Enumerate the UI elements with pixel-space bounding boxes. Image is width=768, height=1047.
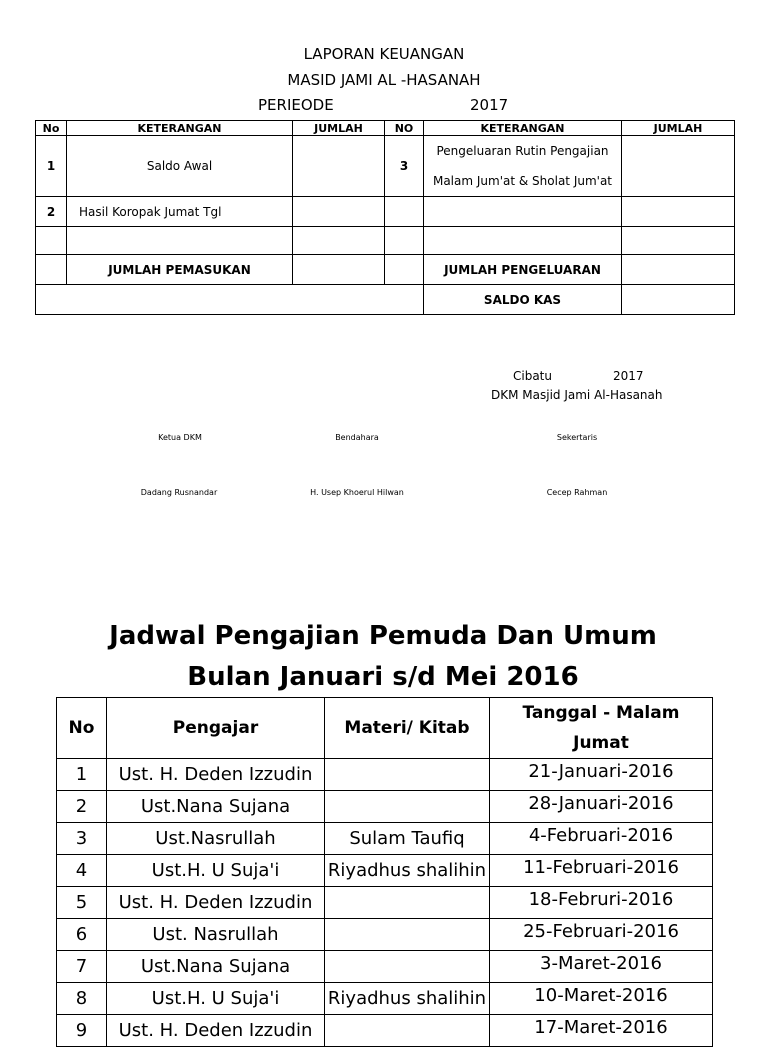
row-no — [385, 197, 424, 227]
row-no: 3 — [385, 136, 424, 197]
row-materi — [325, 951, 490, 983]
total-income-value — [293, 255, 385, 285]
signature-year: 2017 — [613, 369, 644, 383]
schedule-row — [57, 823, 713, 855]
name-ketua: Dadang Rusnandar — [140, 488, 218, 497]
schedule-row — [57, 887, 713, 919]
row-no — [36, 255, 67, 285]
row-no: 6 — [57, 919, 107, 951]
row-keterangan-line1: Pengeluaran Rutin Pengajian — [436, 144, 609, 158]
row-tanggal: 25-Februari-2016 — [490, 919, 713, 951]
schedule-row — [57, 791, 713, 823]
row-keterangan — [424, 136, 622, 197]
total-income-label: JUMLAH PEMASUKAN — [67, 255, 293, 285]
header-no-left: No — [36, 121, 67, 136]
row-materi — [325, 919, 490, 951]
row-tanggal: 3-Maret-2016 — [490, 951, 713, 983]
row-pengajar: Ust.Nana Sujana — [107, 791, 325, 823]
row-jumlah — [293, 136, 385, 197]
row-keterangan-line2: Malam Jum'at & Sholat Jum'at — [432, 174, 613, 188]
row-jumlah — [622, 197, 735, 227]
row-jumlah — [293, 197, 385, 227]
schedule-row — [57, 919, 713, 951]
header-keterangan-right: KETERANGAN — [424, 121, 622, 136]
schedule-row — [57, 855, 713, 887]
row-keterangan — [424, 227, 622, 255]
row-no: 3 — [57, 823, 107, 855]
row-pengajar: Ust. H. Deden Izzudin — [107, 887, 325, 919]
role-bendahara: Bendahara — [335, 433, 379, 442]
row-pengajar: Ust. H. Deden Izzudin — [107, 759, 325, 791]
header-materi: Materi/ Kitab — [325, 698, 490, 759]
schedule-table — [56, 697, 713, 1047]
role-ketua: Ketua DKM — [158, 433, 202, 442]
report-title: LAPORAN KEUANGAN — [303, 45, 465, 63]
row-pengajar: Ust.H. U Suja'i — [107, 855, 325, 887]
header-pengajar: Pengajar — [107, 698, 325, 759]
row-materi: Riyadhus shalihin — [325, 983, 490, 1015]
row-no: 5 — [57, 887, 107, 919]
row-materi — [325, 887, 490, 919]
row-keterangan: Saldo Awal — [67, 136, 293, 197]
schedule-subtitle: Bulan Januari s/d Mei 2016 — [187, 662, 579, 692]
name-sekertaris: Cecep Rahman — [546, 488, 608, 497]
schedule-title: Jadwal Pengajian Pemuda Dan Umum — [109, 621, 657, 651]
row-tanggal: 11-Februari-2016 — [490, 855, 713, 887]
report-subtitle: MASID JAMI AL -HASANAH — [287, 71, 481, 89]
name-bendahara: H. Usep Khoerul Hilwan — [310, 488, 404, 497]
cash-balance-label: SALDO KAS — [424, 285, 622, 315]
finance-row — [36, 227, 735, 255]
row-no: 7 — [57, 951, 107, 983]
total-expense-label: JUMLAH PENGELUARAN — [424, 255, 622, 285]
finance-total-row — [36, 255, 735, 285]
cash-balance-value — [622, 285, 735, 315]
role-sekertaris: Sekertaris — [556, 433, 598, 442]
header-no-right: NO — [385, 121, 424, 136]
row-materi: Riyadhus shalihin — [325, 855, 490, 887]
period-year: 2017 — [470, 96, 509, 114]
finance-balance-row — [36, 285, 735, 315]
signature-place: Cibatu — [513, 369, 552, 383]
row-pengajar: Ust.H. U Suja'i — [107, 983, 325, 1015]
schedule-header-row — [57, 698, 713, 759]
row-keterangan — [67, 227, 293, 255]
header-jumlah-left: JUMLAH — [293, 121, 385, 136]
row-no: 9 — [57, 1015, 107, 1047]
row-no: 2 — [36, 197, 67, 227]
header-tanggal: Tanggal - Malam Jumat — [490, 698, 713, 759]
row-pengajar: Ust. Nasrullah — [107, 919, 325, 951]
row-tanggal: 17-Maret-2016 — [490, 1015, 713, 1047]
row-tanggal: 4-Februari-2016 — [490, 823, 713, 855]
row-materi — [325, 791, 490, 823]
row-no — [385, 255, 424, 285]
finance-header-row — [36, 121, 735, 136]
finance-row — [36, 136, 735, 197]
schedule-row — [57, 759, 713, 791]
row-no — [385, 227, 424, 255]
row-jumlah — [622, 227, 735, 255]
row-materi — [325, 759, 490, 791]
row-no: 8 — [57, 983, 107, 1015]
total-expense-value — [622, 255, 735, 285]
header-jumlah-right: JUMLAH — [622, 121, 735, 136]
row-jumlah — [293, 227, 385, 255]
row-keterangan — [424, 197, 622, 227]
row-no — [36, 227, 67, 255]
row-tanggal: 18-Februri-2016 — [490, 887, 713, 919]
row-materi — [325, 1015, 490, 1047]
row-materi: Sulam Taufiq — [325, 823, 490, 855]
header-no: No — [57, 698, 107, 759]
row-no: 4 — [57, 855, 107, 887]
row-no: 1 — [57, 759, 107, 791]
schedule-row — [57, 1015, 713, 1047]
row-tanggal: 10-Maret-2016 — [490, 983, 713, 1015]
signature-org: DKM Masjid Jami Al-Hasanah — [491, 388, 663, 402]
header-keterangan-left: KETERANGAN — [67, 121, 293, 136]
row-pengajar: Ust.Nana Sujana — [107, 951, 325, 983]
period-label: PERIEODE — [258, 96, 334, 114]
balance-blank — [36, 285, 424, 315]
finance-row — [36, 197, 735, 227]
row-no: 2 — [57, 791, 107, 823]
schedule-row — [57, 983, 713, 1015]
finance-table — [35, 120, 735, 315]
schedule-row — [57, 951, 713, 983]
row-tanggal: 28-Januari-2016 — [490, 791, 713, 823]
row-keterangan: Hasil Koropak Jumat Tgl — [67, 197, 293, 227]
row-tanggal: 21-Januari-2016 — [490, 759, 713, 791]
row-pengajar: Ust. H. Deden Izzudin — [107, 1015, 325, 1047]
row-pengajar: Ust.Nasrullah — [107, 823, 325, 855]
row-no: 1 — [36, 136, 67, 197]
row-jumlah — [622, 136, 735, 197]
